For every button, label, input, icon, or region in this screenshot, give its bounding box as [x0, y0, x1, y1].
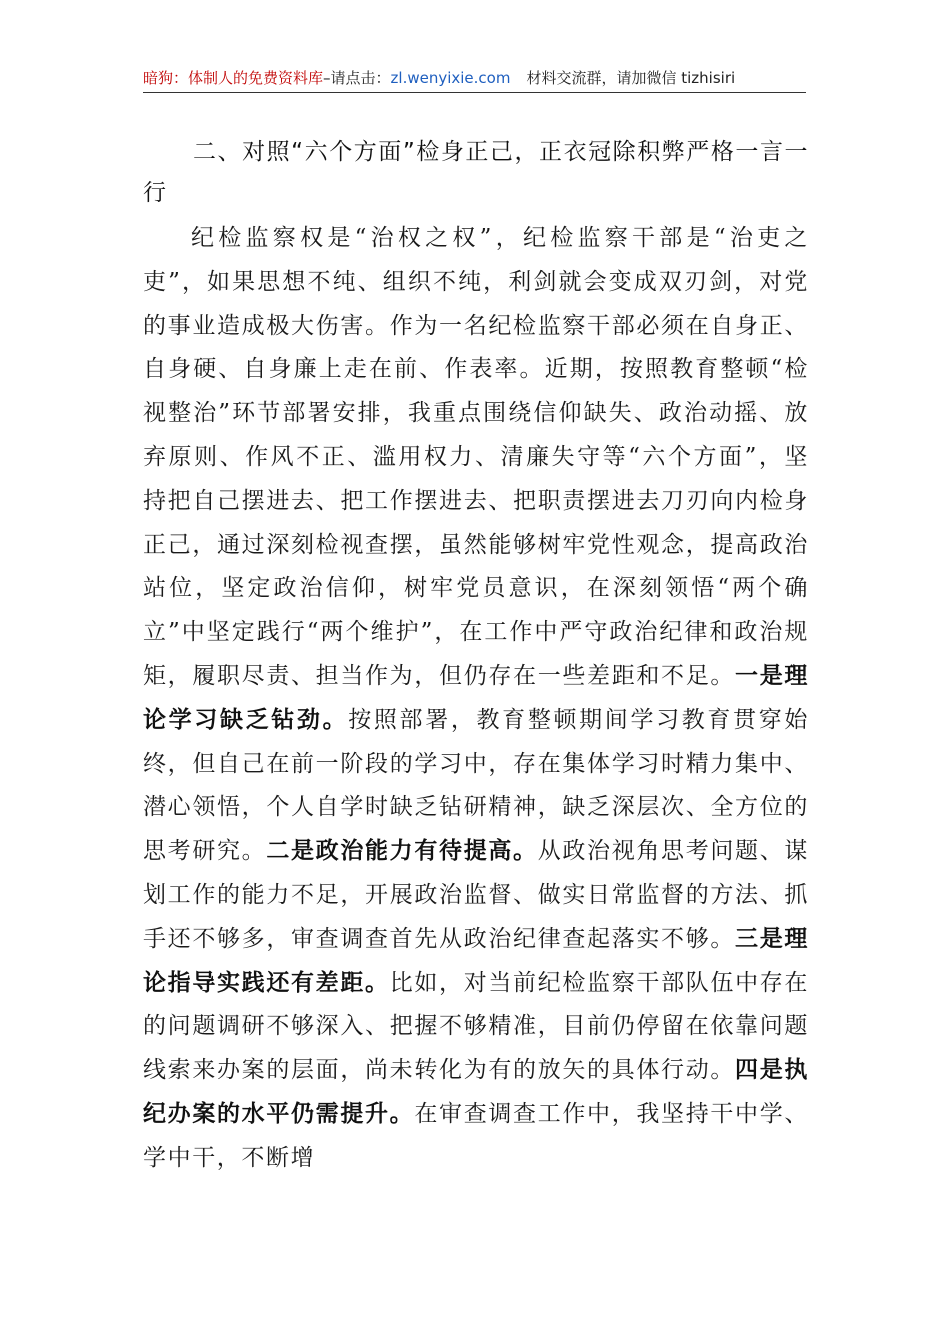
- point-four-heading: 四是执纪办案的水平仍需提升。: [143, 1057, 809, 1127]
- point-one-text: 按照部署，教育整顿期间学习教育贯穿始终，但自己在前一阶段的学习中，存在集体学习时精力集中、潜心领悟，个人自学时缺乏钻研精神，缺乏深层次、全方位的思考研究。: [143, 706, 809, 865]
- point-three-text: 比如，对当前纪检监察干部队伍中存在的问题调研不够深入、把握不够精准，目前仍停留在依靠问题线索来办案的层面，尚未转化为有的放矢的具体行动。: [143, 969, 810, 1084]
- header-click-prompt: –请点击：: [323, 69, 391, 87]
- header-contact: 材料交流群，请加微信 tizhisiri: [526, 69, 736, 87]
- body-paragraph: [143, 217, 809, 1181]
- header-site-name: 暗狗：体制人的免费资料库: [143, 69, 324, 87]
- point-four-text: 在审查调查工作中，我坚持干中学、学中干，不断增: [143, 1100, 809, 1171]
- point-three-heading: 三是理论指导实践还有差距。: [143, 925, 809, 996]
- point-two-heading: 二是政治能力有待提高。: [266, 838, 538, 865]
- section-heading: 二、对照“六个方面”检身正己，正衣冠除积弊严格一言一行: [143, 139, 809, 206]
- point-two-text: 从政治视角思考问题、谋划工作的能力不足，开展政治监督、做实日常监督的方法、抓手还不够多，审查调查首先从政治纪律查起落实不够。: [143, 838, 809, 952]
- paragraph-intro-text: 纪检监察权是“治权之权”，纪检监察干部是“治吏之吏”，如果思想不纯、组织不纯，利剑就会变成双刃剑，对党的事业造成极大伤害。作为一名纪检监察干部必须在自身正、自身硬、自身廉上走在前、作表率。近期，按照教育整顿“检视整治”环节部署安排，我重点围绕信仰缺失、政治动摇、放弃原则、作风不正、滥用权力、清廉失守等“六个方面”，坚持把自己摆进去、把工作摆进去、把职责摆进去刀刃向内检身正己，通过深刻检视查摆，虽然能够树牢党性观念，提高政治站位，坚定政治信仰，树牢党员意识，在深刻领悟“两个确立”中坚定践行“两个维护”，在工作中严守政治纪律和政治规矩，履职尽责、担当作为，但仍存在一些差距和不足。: [143, 225, 809, 689]
- page-header: [143, 64, 806, 93]
- header-url-link[interactable]: zl.wenyixie.com: [390, 69, 511, 87]
- document-body: [143, 132, 809, 1181]
- point-one-heading: 一是理论学习缺乏钻劲。: [143, 662, 809, 733]
